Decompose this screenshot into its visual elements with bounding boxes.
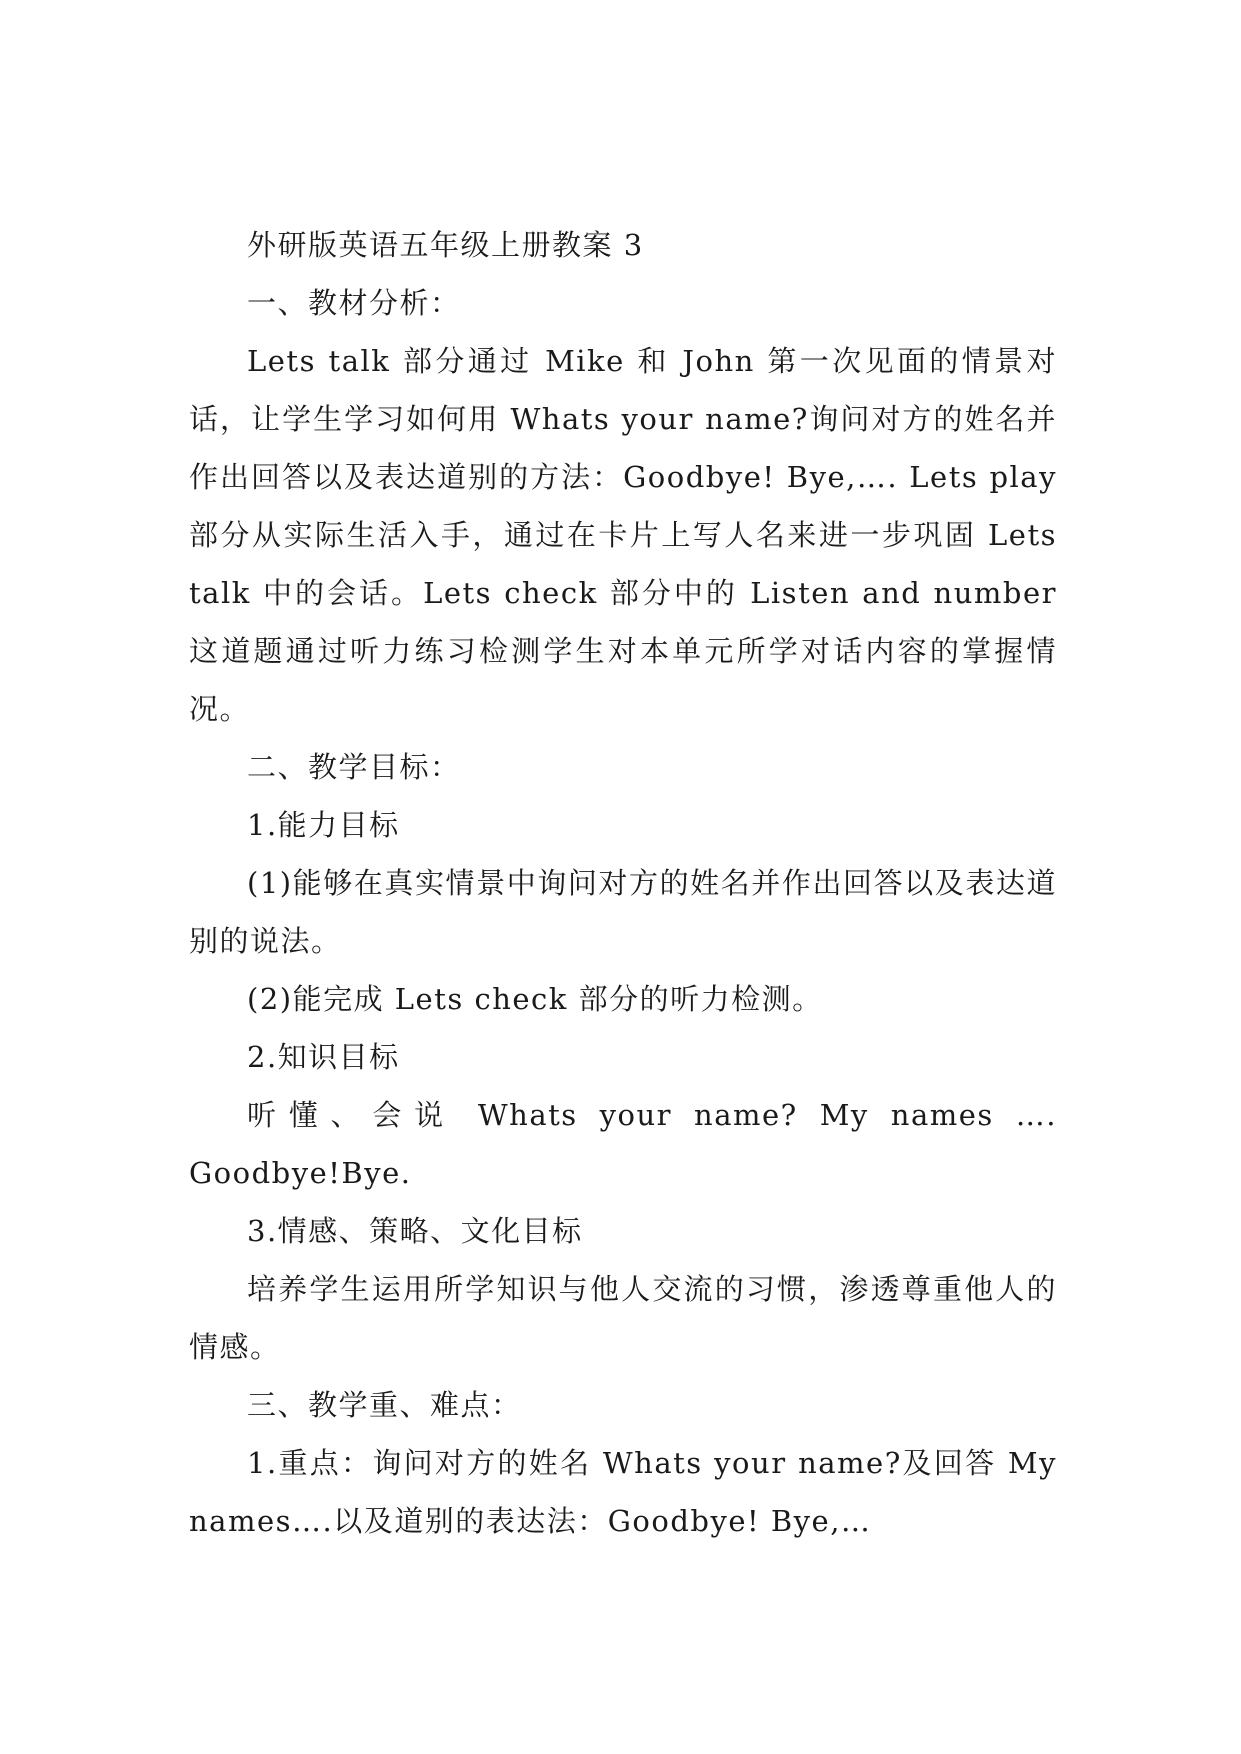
section-heading-key-points: 三、教学重、难点：: [247, 1388, 522, 1422]
subheading-knowledge-goal: 2.知识目标: [247, 1040, 400, 1074]
paragraph-emotion-goal: 培养学生运用所学知识与他人交流的习惯，渗透尊重他人的情感。: [189, 1272, 1057, 1364]
subheading-emotion-goal: 3.情感、策略、文化目标: [247, 1214, 583, 1248]
paragraph-key-point-1: 1.重点：询问对方的姓名 Whats your name?及回答 My names….以及道别的表达法：Goodbye! Bye,…: [189, 1446, 1057, 1538]
paragraph-material-analysis: Lets talk 部分通过 Mike 和 John 第一次见面的情景对话，让学生学习如何用 Whats your name?询问对方的姓名并作出回答以及表达道别的方法：Goodbye! Bye,…. Lets play 部分从实际生活入手，通过在卡片上写人名来进一步巩固 Lets talk 中的会话。Lets check 部分中的 Listen and number 这道题通过听力练习检测学生对本单元所学对话内容的掌握情况。: [189, 344, 1057, 726]
section-heading-teaching-goals: 二、教学目标：: [247, 750, 461, 784]
list-item-ability-1: (1)能够在真实情景中询问对方的姓名并作出回答以及表达道别的说法。: [189, 866, 1057, 958]
paragraph-knowledge-goal: 听懂、会说 Whats your name? My names …. Goodbye!Bye.: [189, 1098, 1057, 1190]
list-item-ability-2: (2)能完成 Lets check 部分的听力检测。: [247, 982, 823, 1016]
section-heading-material-analysis: 一、教材分析：: [247, 286, 461, 320]
document-title: 外研版英语五年级上册教案 3: [247, 228, 644, 262]
subheading-ability-goal: 1.能力目标: [247, 808, 400, 842]
document-body: [189, 216, 1057, 1550]
